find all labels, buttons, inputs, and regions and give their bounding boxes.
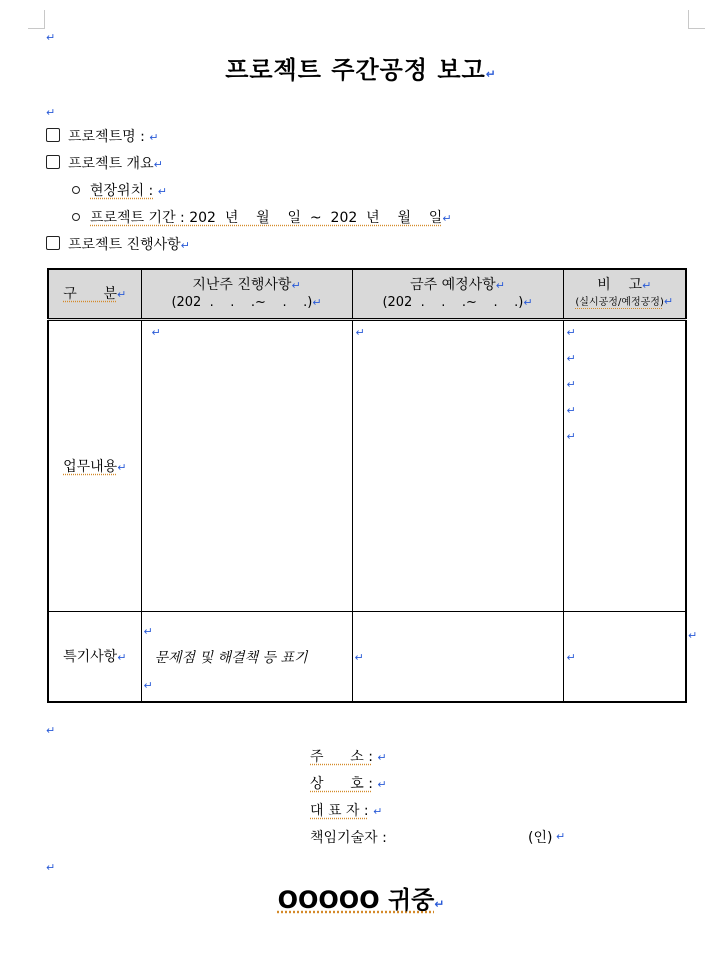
paragraph-mark-icon <box>567 353 576 365</box>
footer-text: OOOOO 귀중 <box>277 886 435 914</box>
progress-table <box>47 268 687 703</box>
special-remarks-cell[interactable] <box>563 612 686 702</box>
footer-recipient[interactable] <box>0 880 722 915</box>
bullet-icon <box>72 186 80 194</box>
header-last-week-range: (202 . . .~ . .) <box>171 295 313 310</box>
paragraph-mark-icon <box>688 630 697 642</box>
paragraph-mark-icon <box>567 327 576 339</box>
page-corner-mark <box>28 10 45 29</box>
header-this-week[interactable] <box>352 269 563 320</box>
paragraph-mark-icon <box>664 295 673 308</box>
checkbox-icon <box>46 128 60 142</box>
ceo-label: 대 표 자 : <box>310 803 369 819</box>
location-label: 현장위치 : <box>90 183 154 199</box>
progress-line[interactable] <box>46 236 190 254</box>
work-last-week-cell[interactable] <box>141 320 352 612</box>
paragraph-mark-icon <box>373 805 382 818</box>
paragraph-mark-icon <box>312 296 321 309</box>
paragraph-mark-icon <box>144 680 153 692</box>
row-label-special <box>48 612 141 702</box>
engineer-label: 책임기술자 : <box>310 830 387 846</box>
paragraph-mark-icon <box>181 239 190 252</box>
paragraph-mark-icon <box>117 288 126 301</box>
paragraph-mark-icon <box>291 279 300 292</box>
paragraph-mark-icon <box>434 897 444 911</box>
paragraph-mark-icon <box>154 158 163 171</box>
bullet-icon <box>72 213 80 221</box>
period-line[interactable] <box>72 209 452 227</box>
table-row <box>48 612 686 702</box>
table-header-row <box>48 269 686 320</box>
paragraph-mark-icon <box>442 212 451 225</box>
progress-label: 프로젝트 진행사항 <box>68 237 181 253</box>
address-label: 주 소 : <box>310 749 373 765</box>
table-row <box>48 320 686 612</box>
row-label-work <box>48 320 141 612</box>
paragraph-mark-icon <box>46 862 55 874</box>
header-category-label: 구 분 <box>63 285 118 302</box>
project-name-label: 프로젝트명 : <box>68 129 145 145</box>
project-name-line[interactable] <box>46 128 158 146</box>
project-overview-label: 프로젝트 개요 <box>68 156 154 172</box>
header-remarks-sub: (실시공정/예정공정) <box>575 297 664 308</box>
work-this-week-cell[interactable] <box>352 320 563 612</box>
header-this-week-label: 금주 예정사항 <box>410 277 496 293</box>
title-text: 프로젝트 주간공정 보고 <box>225 56 486 84</box>
paragraph-mark-icon <box>567 652 576 664</box>
row-label-work-text: 업무내용 <box>63 459 118 475</box>
paragraph-mark-icon <box>377 751 386 764</box>
checkbox-icon <box>46 236 60 250</box>
document-title[interactable] <box>0 50 722 85</box>
work-remarks-cell[interactable] <box>563 320 686 612</box>
paragraph-mark-icon <box>46 725 55 737</box>
seal-label: (인) <box>528 830 553 846</box>
checkbox-icon <box>46 155 60 169</box>
paragraph-mark-icon <box>149 131 158 144</box>
location-line[interactable] <box>72 182 167 200</box>
paragraph-mark-icon <box>377 778 386 791</box>
paragraph-mark-icon <box>158 185 167 198</box>
paragraph-mark-icon <box>496 279 505 292</box>
project-overview-line[interactable] <box>46 155 163 173</box>
paragraph-mark-icon <box>567 379 576 391</box>
header-remarks[interactable] <box>563 269 686 320</box>
paragraph-mark-icon <box>567 405 576 417</box>
ceo-line[interactable] <box>310 800 382 820</box>
paragraph-mark-icon <box>117 651 126 664</box>
company-line[interactable] <box>310 773 387 793</box>
paragraph-mark-icon <box>567 431 576 443</box>
paragraph-mark-icon <box>556 831 565 843</box>
header-last-week-label: 지난주 진행사항 <box>192 277 292 293</box>
header-last-week[interactable] <box>141 269 352 320</box>
paragraph-mark-icon <box>356 327 365 339</box>
paragraph-mark-icon <box>46 107 55 119</box>
paragraph-mark-icon <box>144 626 153 638</box>
header-remarks-label: 비 고 <box>597 277 643 293</box>
engineer-line[interactable] <box>310 827 570 847</box>
company-label: 상 호 : <box>310 776 373 792</box>
paragraph-mark-icon <box>523 296 532 309</box>
paragraph-mark-icon <box>152 327 161 339</box>
paragraph-mark-icon <box>642 279 651 292</box>
special-note-text: 문제점 및 해결책 등 표기 <box>154 650 308 666</box>
paragraph-mark-icon <box>486 67 497 81</box>
header-category[interactable] <box>48 269 141 320</box>
page-corner-mark <box>688 10 705 29</box>
special-last-week-cell[interactable] <box>141 612 352 702</box>
paragraph-mark-icon <box>355 652 364 664</box>
period-label: 프로젝트 기간 : 202 년 월 일 ~ 202 년 월 일 <box>90 210 443 226</box>
row-label-special-text: 특기사항 <box>63 649 118 666</box>
paragraph-mark-icon <box>46 32 55 44</box>
address-line[interactable] <box>310 746 387 766</box>
header-this-week-range: (202 . . .~ . .) <box>382 295 524 310</box>
paragraph-mark-icon <box>117 461 126 474</box>
special-this-week-cell[interactable] <box>352 612 563 702</box>
